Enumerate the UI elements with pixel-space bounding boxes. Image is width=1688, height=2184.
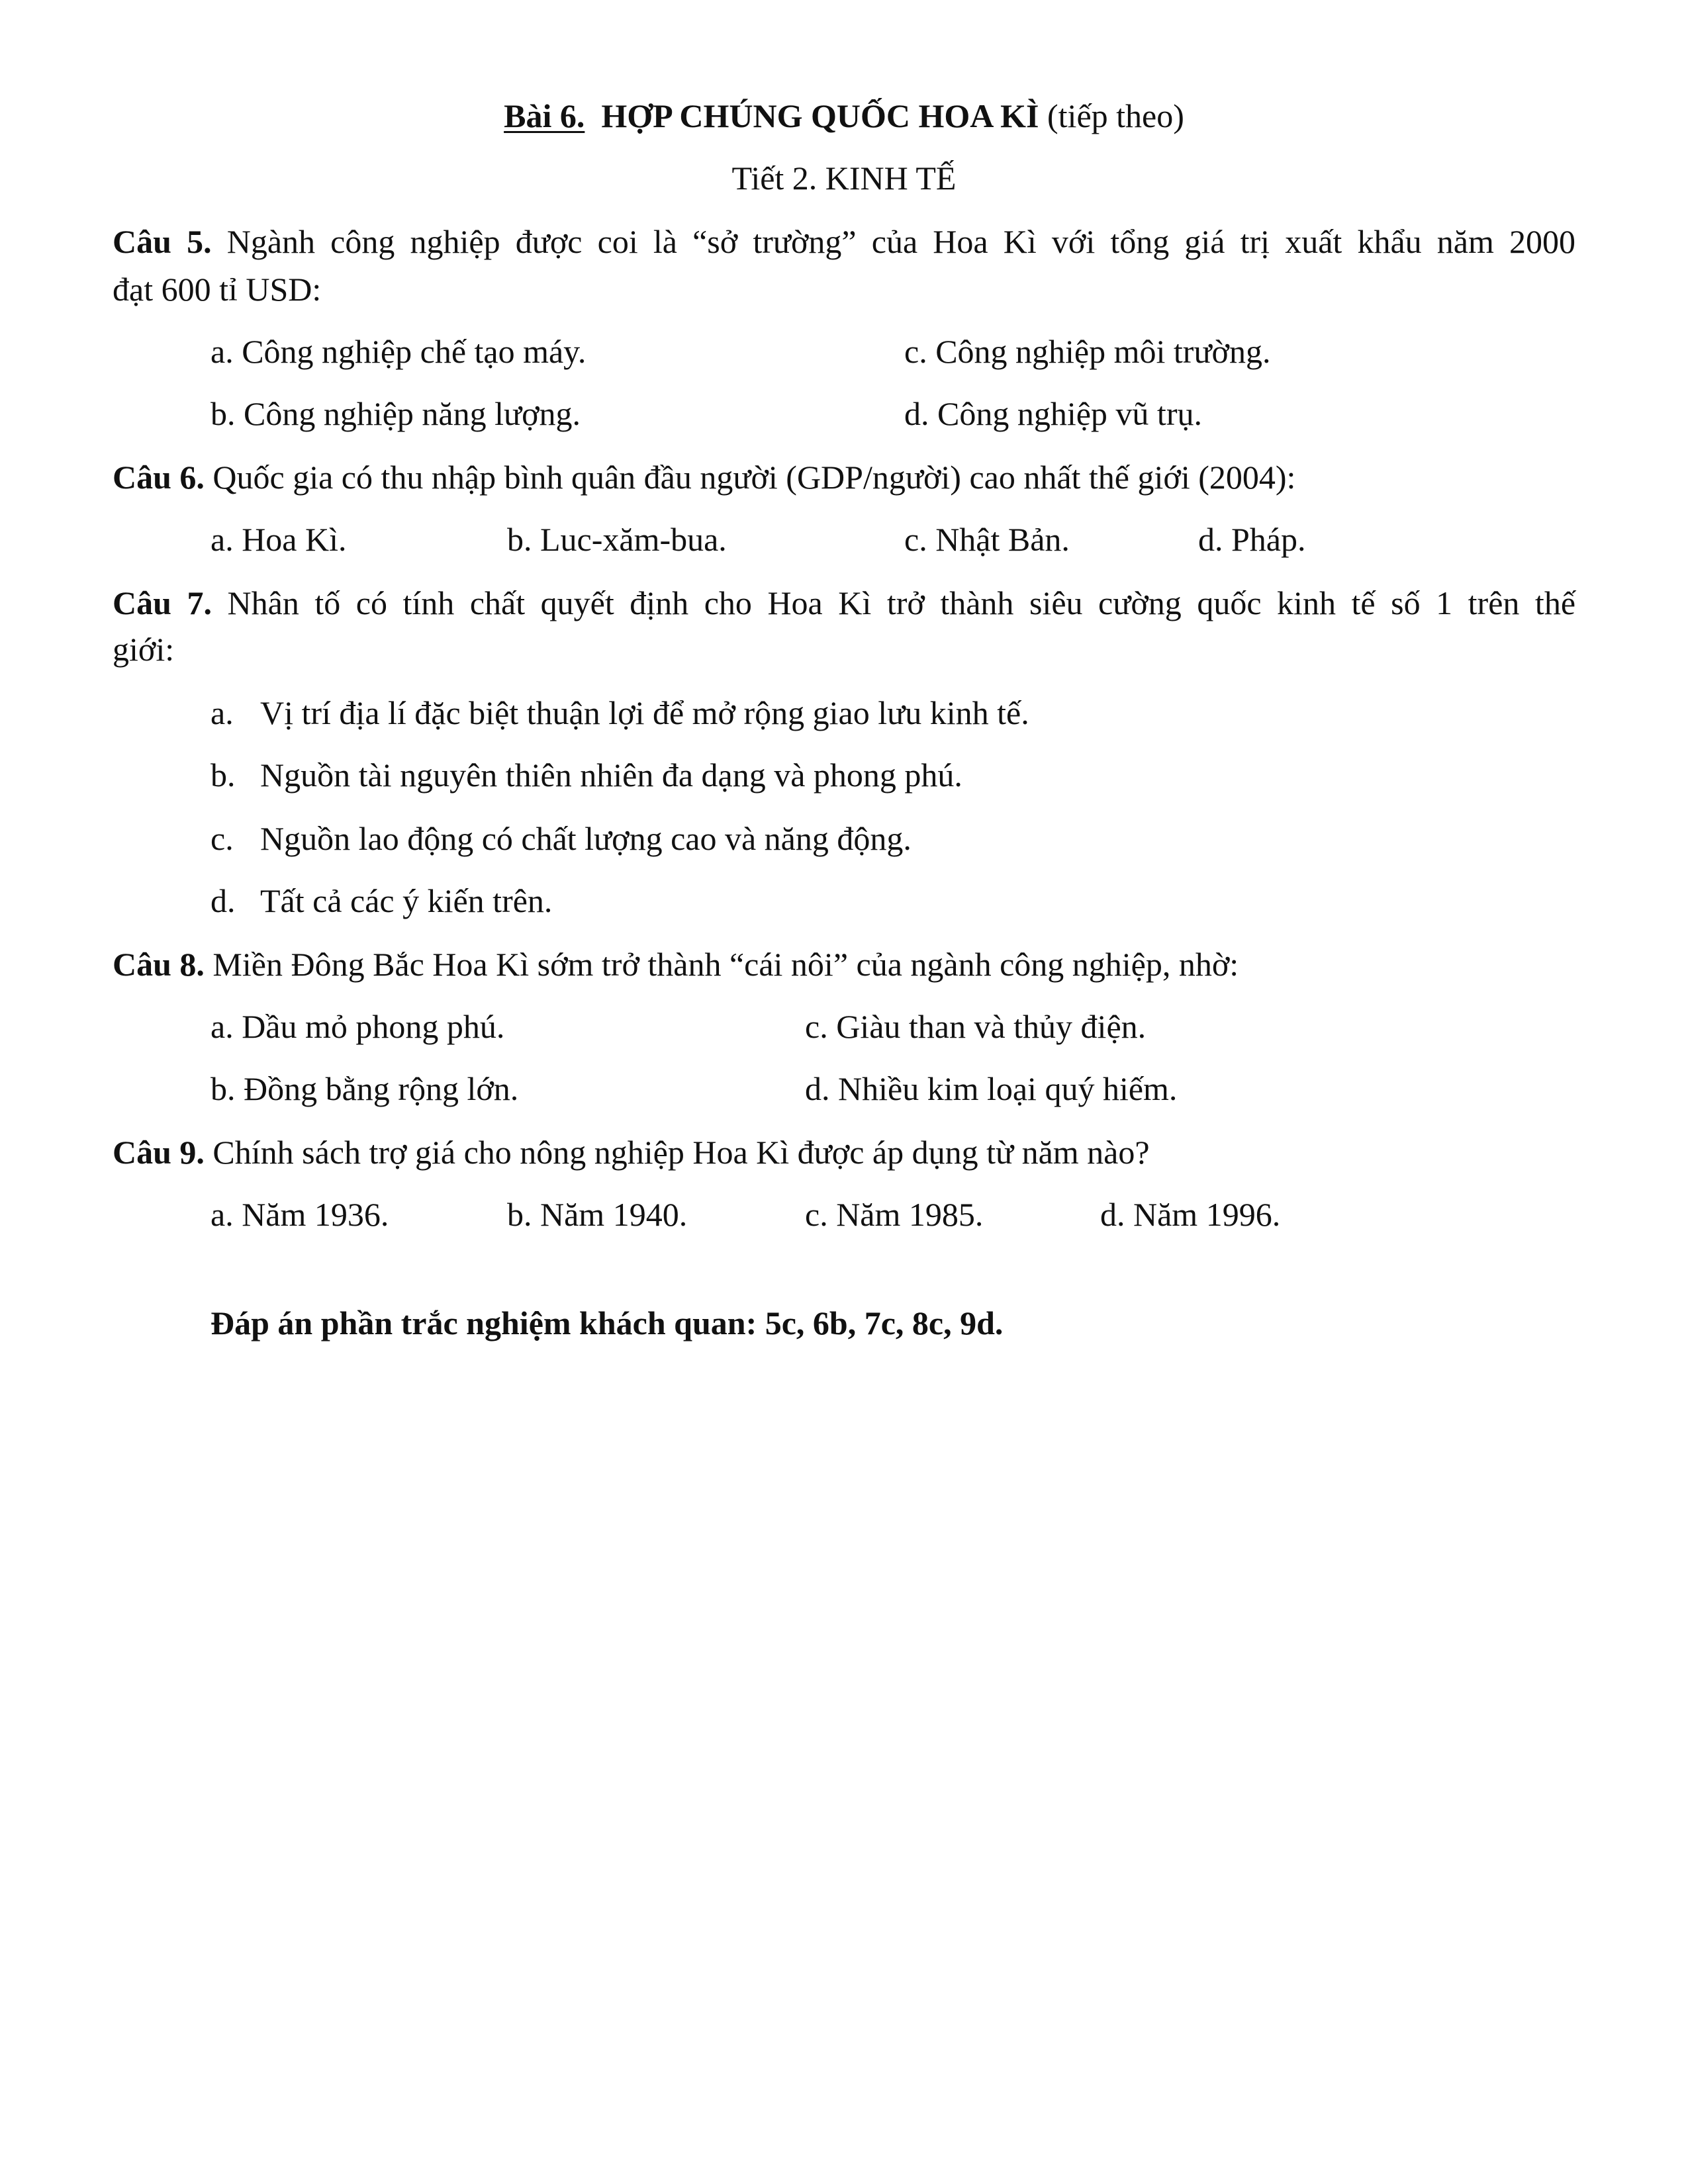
question-7-option-b: [211, 754, 962, 796]
question-5-line1: Ngành công nghiệp được coi là “sở trường” của Hoa Kì với tổng giá trị xuất khẩu năm 2000: [226, 223, 1576, 260]
question-7-label: Câu 7.: [113, 584, 212, 621]
question-9-option-c: c. Năm 1985.: [805, 1196, 984, 1233]
question-7-option-c: [211, 818, 912, 859]
question-7-option-d: [211, 880, 552, 921]
option-letter: d.: [211, 882, 236, 919]
question-5-line2: đạt 600 tỉ USD:: [113, 271, 322, 308]
option-text: Tất cả các ý kiến trên.: [260, 882, 553, 919]
question-6-option-b: b. Luc-xăm-bua.: [507, 521, 727, 558]
question-8-text: [113, 944, 1239, 985]
question-6-option-a: a. Hoa Kì.: [211, 521, 347, 558]
question-5-option-a: a. Công nghiệp chế tạo máy.: [211, 333, 586, 370]
question-8-line1: Miền Đông Bắc Hoa Kì sớm trở thành “cái nôi” của ngành công nghiệp, nhờ:: [212, 946, 1239, 983]
lesson-title-text: HỢP CHÚNG QUỐC HOA KÌ: [601, 97, 1039, 134]
question-8-option-a: a. Dầu mỏ phong phú.: [211, 1008, 505, 1045]
question-8-option-b: b. Đồng bằng rộng lớn.: [211, 1070, 519, 1107]
question-7-text: [113, 582, 1575, 623]
question-6-line1: Quốc gia có thu nhập bình quân đầu người (GDP/người) cao nhất thế giới (2004):: [212, 459, 1296, 496]
lesson-continued: (tiếp theo): [1047, 97, 1184, 134]
question-9-line1: Chính sách trợ giá cho nông nghiệp Hoa Kì được áp dụng từ năm nào?: [212, 1134, 1150, 1171]
lesson-label: Bài 6.: [504, 97, 585, 134]
question-8-option-c: c. Giàu than và thủy điện.: [805, 1008, 1147, 1045]
question-6-option-c: c. Nhật Bản.: [904, 521, 1070, 558]
option-text: Vị trí địa lí đặc biệt thuận lợi để mở rộng giao lưu kinh tế.: [260, 694, 1029, 731]
question-5-label: Câu 5.: [113, 223, 212, 260]
question-7-option-a: [211, 692, 1029, 733]
answer-key: Đáp án phần trắc nghiệm khách quan: 5c, 6b, 7c, 8c, 9d.: [211, 1304, 1004, 1342]
question-7-line2: giới:: [113, 631, 175, 668]
question-5-text: [113, 221, 1575, 262]
question-6-option-d: d. Pháp.: [1198, 521, 1306, 558]
question-5-option-c: c. Công nghiệp môi trường.: [904, 333, 1271, 370]
lesson-subtitle: Tiết 2. KINH TẾ: [731, 159, 957, 197]
question-9-option-b: b. Năm 1940.: [507, 1196, 688, 1233]
question-9-option-a: a. Năm 1936.: [211, 1196, 389, 1233]
question-5-option-b: b. Công nghiệp năng lượng.: [211, 395, 581, 432]
option-letter: a.: [211, 694, 234, 731]
lesson-title: [0, 95, 1688, 136]
option-text: Nguồn tài nguyên thiên nhiên đa dạng và phong phú.: [260, 756, 962, 794]
question-7-line1: Nhân tố có tính chất quyết định cho Hoa Kì trở thành siêu cường quốc kinh tế số 1 trên thế: [227, 584, 1576, 621]
question-8-option-d: d. Nhiều kim loại quý hiếm.: [805, 1070, 1178, 1107]
option-letter: c.: [211, 820, 234, 857]
question-8-label: Câu 8.: [113, 946, 205, 983]
question-5-option-d: d. Công nghiệp vũ trụ.: [904, 395, 1202, 432]
question-9-label: Câu 9.: [113, 1134, 205, 1171]
question-6-text: [113, 457, 1295, 498]
option-text: Nguồn lao động có chất lượng cao và năng động.: [260, 820, 912, 857]
question-6-label: Câu 6.: [113, 459, 205, 496]
option-letter: b.: [211, 756, 236, 794]
question-9-option-d: d. Năm 1996.: [1100, 1196, 1281, 1233]
question-9-text: [113, 1132, 1150, 1173]
